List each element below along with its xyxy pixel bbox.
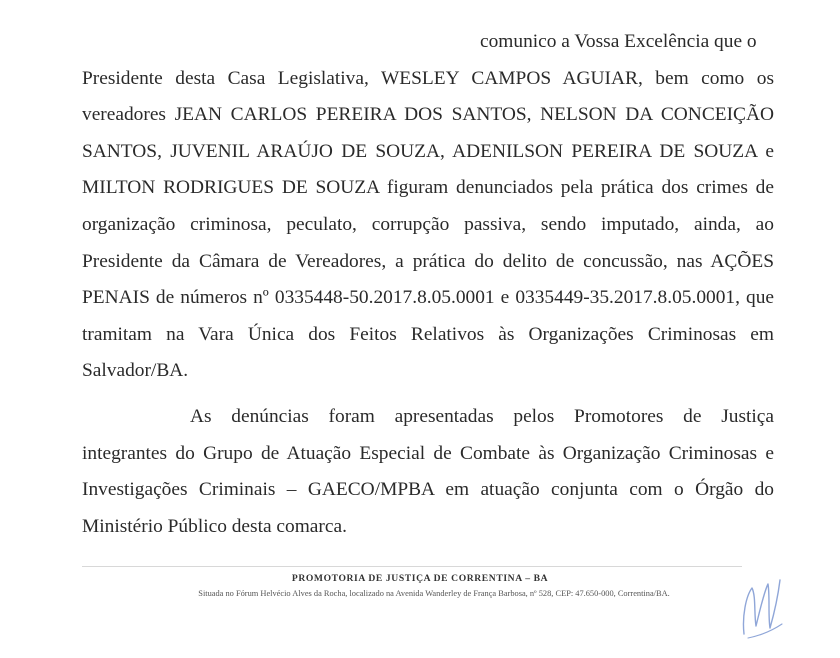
paragraph-complaints [82,399,774,545]
paragraph-communication [82,24,774,390]
text-line: Salvador/BA. [82,360,189,382]
text-line: PENAIS de números nº 0335448-50.2017.8.05.0001 e 0335449-35.2017.8.05.0001, que [82,287,774,309]
text-line: Investigações Criminais – GAECO/MPBA em atuação conjunta com o Órgão do [82,479,774,501]
rubric-stroke [748,624,782,638]
footer-title: PROMOTORIA DE JUSTIÇA DE CORRENTINA – BA [291,573,549,584]
text-line: Presidente desta Casa Legislativa, WESLEY CAMPOS AGUIAR, bem como os [82,67,774,89]
rubric-stroke [743,580,780,634]
text-line: As denúncias foram apresentadas pelos Promotores de Justiça [190,406,774,427]
footer-address: Situada no Fórum Helvécio Alves da Rocha, localizado na Avenida Wanderley de França Barbosa, nº 528, CEP: 47.650-000, Correntina/BA. [198,589,670,598]
text-line: vereadores JEAN CARLOS PEREIRA DOS SANTOS, NELSON DA CONCEIÇÃO [82,104,774,126]
text-line: integrantes do Grupo de Atuação Especial de Combate às Organização Criminosas e [82,442,774,464]
text-line: Presidente da Câmara de Vereadores, a prática do delito de concussão, nas AÇÕES [82,250,774,272]
text-line: SANTOS, JUVENIL ARAÚJO DE SOUZA, ADENILSON PEREIRA DE SOUZA e [82,140,774,162]
text-line: Ministério Público desta comarca. [82,515,347,537]
text-line: MILTON RODRIGUES DE SOUZA figuram denunciados pela prática dos crimes de [82,177,774,199]
text-line: comunico a Vossa Excelência que o [480,31,757,52]
footer-divider [82,566,742,567]
text-line: tramitam na Vara Única dos Feitos Relativos às Organizações Criminosas em [82,323,774,345]
text-line: organização criminosa, peculato, corrupção passiva, sendo imputado, ainda, ao [82,213,774,235]
rubric-signature-icon [734,566,794,646]
